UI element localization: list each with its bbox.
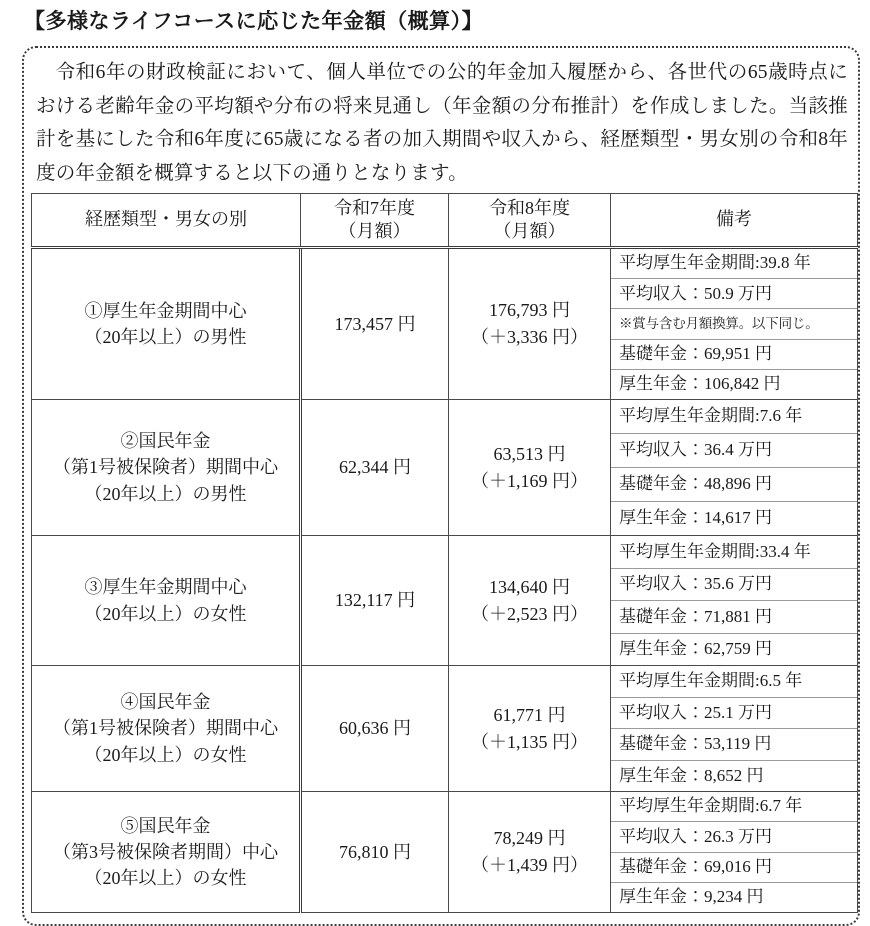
cell-career-type <box>32 792 301 913</box>
column-header-reiwa7-year: 令和7年度 <box>334 197 415 218</box>
remarks-line: 平均厚生年金期間:6.5 年 <box>611 666 857 698</box>
career-type-line-2: （第1号被保険者）期間中心 <box>53 718 278 739</box>
intro-paragraph-block <box>36 56 848 190</box>
remarks-line: 平均収入：35.6 万円 <box>611 569 857 602</box>
reiwa7-amount-value: 62,344 円 <box>339 457 411 477</box>
remarks-line: 基礎年金：48,896 円 <box>611 468 857 502</box>
career-type-line-2: （20年以上）の男性 <box>84 327 247 347</box>
reiwa7-amount-value: 76,810 円 <box>339 841 411 862</box>
reiwa8-amount-delta: （＋1,135 円） <box>471 731 588 752</box>
cell-remarks <box>611 792 858 913</box>
pension-amount-table <box>31 193 858 913</box>
remarks-line: 平均収入：50.9 万円 <box>611 279 857 309</box>
cell-reiwa8-amount <box>449 666 611 792</box>
cell-reiwa7-amount <box>301 248 449 400</box>
remarks-line: 基礎年金：71,881 円 <box>611 601 857 634</box>
cell-remarks <box>611 536 858 666</box>
reiwa8-amount-value: 63,513 円 <box>493 443 566 464</box>
cell-reiwa8-amount <box>449 400 611 536</box>
remarks-line: 厚生年金：106,842 円 <box>619 374 781 394</box>
career-type-line-3: （20年以上）の女性 <box>84 744 247 765</box>
remarks-line: 基礎年金：69,016 円 <box>611 853 857 883</box>
career-type-line-3: （20年以上）の女性 <box>84 868 247 889</box>
column-header-career-type: 経歴類型・男女の別 <box>32 194 301 248</box>
cell-reiwa8-amount <box>449 792 611 913</box>
remarks-line: 厚生年金：9,234 円 <box>619 887 764 907</box>
cell-career-type <box>32 248 301 400</box>
remarks-line: 厚生年金：14,617 円 <box>619 508 772 528</box>
reiwa7-amount-value: 132,117 円 <box>334 590 416 610</box>
reiwa8-amount-delta: （＋2,523 円） <box>471 603 588 624</box>
career-type-line-2: （第3号被保険者期間）中心 <box>53 841 278 862</box>
reiwa7-amount-value: 173,457 円 <box>334 313 416 334</box>
column-header-reiwa7 <box>301 194 449 248</box>
remarks-line: 基礎年金：53,119 円 <box>611 729 857 761</box>
cell-career-type <box>32 400 301 536</box>
table-row <box>32 536 858 666</box>
cell-remarks <box>611 400 858 536</box>
table-row <box>32 400 858 536</box>
career-type-line-1: ①厚生年金期間中心 <box>84 300 247 321</box>
remarks-line: 平均収入：26.3 万円 <box>611 822 857 852</box>
cell-remarks <box>611 248 858 400</box>
column-header-reiwa7-monthly: （月額） <box>338 221 411 241</box>
cell-reiwa7-amount <box>301 666 449 792</box>
cell-reiwa7-amount <box>301 536 449 666</box>
remarks-line: 厚生年金：8,652 円 <box>619 765 764 785</box>
remarks-line: 平均収入：25.1 万円 <box>611 698 857 730</box>
table-header <box>32 194 858 248</box>
career-type-line-3: （20年以上）の男性 <box>84 483 247 504</box>
career-type-line-1: ③厚生年金期間中心 <box>84 577 247 598</box>
cell-reiwa8-amount <box>449 248 611 400</box>
reiwa8-amount-value: 78,249 円 <box>493 828 566 848</box>
remarks-list <box>611 400 857 535</box>
cell-reiwa7-amount <box>301 400 449 536</box>
column-header-reiwa8 <box>449 194 611 248</box>
remarks-line: 基礎年金：69,951 円 <box>611 340 857 370</box>
table-body <box>32 248 858 913</box>
cell-career-type <box>32 536 301 666</box>
remarks-line: 平均厚生年金期間:7.6 年 <box>611 400 857 434</box>
remarks-line: 平均厚生年金期間:33.4 年 <box>611 536 857 569</box>
reiwa7-amount-value: 60,636 円 <box>339 718 411 738</box>
remarks-line: 平均厚生年金期間:6.7 年 <box>611 792 857 822</box>
remarks-line: 平均収入：36.4 万円 <box>611 434 857 468</box>
reiwa8-amount-value: 61,771 円 <box>493 704 566 725</box>
intro-paragraph-text: 令和6年の財政検証において、個人単位での公的年金加入履歴から、各世代の65歳時点における老齢年金の平均額や分布の将来見通し（年金額の分布推計）を作成しました。当該推計を基にした令和6年度に65歳になる者の加入期間や収入から、経歴類型・男女別の令和8年度の年金額を概算すると以下の通りとなります。 <box>36 62 848 184</box>
cell-reiwa7-amount <box>301 792 449 913</box>
table-header-row <box>32 194 858 248</box>
reiwa8-amount-delta: （＋1,169 円） <box>471 470 588 491</box>
remarks-footnote: ※賞与含む月額換算。以下同じ。 <box>611 309 857 339</box>
column-header-reiwa8-year: 令和8年度 <box>489 197 570 218</box>
remarks-line: 平均厚生年金期間:39.8 年 <box>611 249 857 279</box>
career-type-line-2: （第1号被保険者）期間中心 <box>53 457 278 478</box>
page-title: 【多様なライフコースに応じた年金額（概算）】 <box>24 9 484 33</box>
remarks-list <box>611 666 857 791</box>
column-header-remarks: 備考 <box>611 194 858 248</box>
remarks-list <box>611 536 857 665</box>
column-header-reiwa8-monthly: （月額） <box>493 221 566 241</box>
remarks-list <box>611 249 857 399</box>
table-row <box>32 248 858 400</box>
reiwa8-amount-value: 134,640 円 <box>489 576 570 597</box>
reiwa8-amount-value: 176,793 円 <box>489 300 570 320</box>
career-type-line-1: ②国民年金 <box>120 431 211 452</box>
remarks-list <box>611 792 857 912</box>
remarks-line: 厚生年金：62,759 円 <box>619 639 772 659</box>
cell-reiwa8-amount <box>449 536 611 666</box>
cell-remarks <box>611 666 858 792</box>
career-type-line-1: ④国民年金 <box>120 692 211 713</box>
table-row <box>32 792 858 913</box>
career-type-line-2: （20年以上）の女性 <box>84 603 247 624</box>
table-row <box>32 666 858 792</box>
reiwa8-amount-delta: （＋1,439 円） <box>471 855 588 875</box>
reiwa8-amount-delta: （＋3,336 円） <box>471 327 588 347</box>
cell-career-type <box>32 666 301 792</box>
career-type-line-1: ⑤国民年金 <box>120 815 211 836</box>
